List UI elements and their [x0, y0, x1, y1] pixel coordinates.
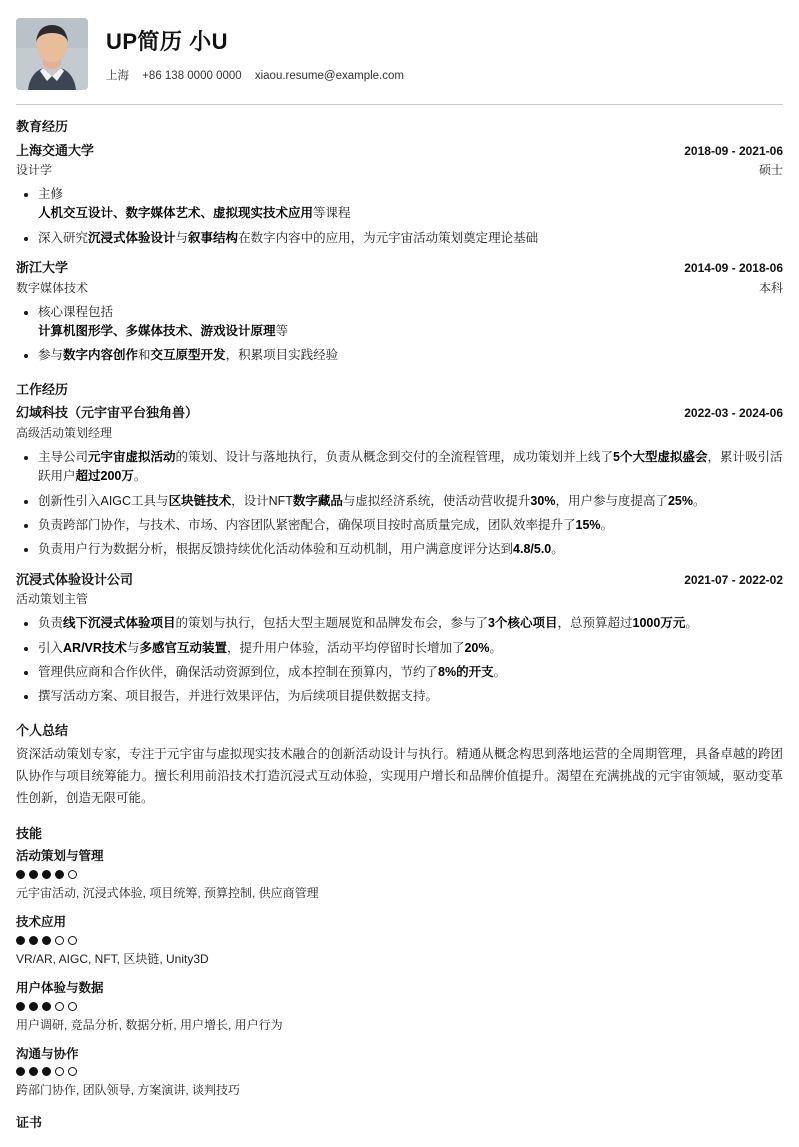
skill-name: 技术应用: [16, 915, 67, 929]
bullet-bold: 人机交互设计、数字媒体艺术、虚拟现实技术应用: [38, 206, 314, 221]
list-item: [38, 229, 783, 248]
bullet-bold-2: 交互原型开发: [150, 348, 226, 363]
skill-name: 用户体验与数据: [16, 980, 104, 995]
skill-detail: VR/AR, AIGC, NFT, 区块链, Unity3D: [16, 951, 209, 966]
entry-head: [16, 403, 783, 423]
page-title: UP简历 小U: [106, 28, 229, 54]
rating-dot-empty: [55, 1002, 64, 1011]
section-skills: [16, 824, 783, 1100]
education-date: 2018-09 - 2021-06: [684, 143, 783, 158]
work-role: 活动策划主管: [16, 592, 89, 607]
rating-dot-filled: [16, 1067, 25, 1076]
contact-email: xiaou.resume@example.com: [254, 69, 404, 82]
bullet-tail: 等: [275, 324, 289, 338]
rating-dot-filled: [16, 936, 25, 945]
bullet-prefix: 深入研究: [38, 230, 89, 245]
bullet-line-1: • 主修: [38, 187, 64, 201]
work-company: 沉浸式体验设计公司: [16, 571, 134, 587]
skill-rating: [16, 936, 783, 945]
list-item: • 负责用户行为数据分析，根据反馈持续优化活动体验和互动机制，用户满意度评分达到4.8/5.0。: [38, 540, 783, 559]
entry-subhead: [16, 424, 783, 442]
section-title-education: 教育经历: [16, 119, 69, 134]
bullet-bold-1: 数字内容创作: [63, 348, 139, 363]
bullet-line-2: [38, 204, 783, 223]
work-date: 2022-03 - 2024-06: [684, 406, 783, 421]
skill-name: 活动策划与管理: [16, 849, 104, 864]
rating-dot-filled: [29, 1067, 38, 1076]
resume-header: [16, 18, 783, 100]
education-degree: 本科: [758, 280, 783, 295]
rating-dot-filled: [42, 936, 51, 945]
rating-dot-filled: [16, 1002, 25, 1011]
education-bullets: [16, 303, 783, 366]
bullet-line-2: [38, 322, 783, 341]
rating-dot-filled: [42, 1067, 51, 1076]
list-item: [38, 303, 783, 342]
education-entry: [16, 258, 783, 366]
education-major: 数字媒体技术: [16, 280, 89, 295]
section-title-summary: 个人总结: [16, 722, 69, 738]
bullet-bold-2: 叙事结构: [188, 230, 239, 245]
section-title-certificates: 证书: [16, 1115, 43, 1131]
contact-line: [106, 68, 783, 85]
skill-name: 沟通与协作: [16, 1046, 79, 1061]
list-item: • 负责跨部门协作，与技术、市场、内容团队紧密配合，确保项目按时高质量完成，团队效率提升了15%。: [38, 516, 783, 535]
contact-phone: +86 138 0000 0000: [142, 69, 242, 82]
bullet-line-1: • 核心课程包括: [38, 304, 114, 319]
skill-detail: 元宇宙活动, 沉浸式体验, 项目统筹, 预算控制, 供应商管理: [16, 886, 319, 900]
skill-rating: [16, 1002, 783, 1011]
skill-block: [16, 847, 783, 902]
skill-rating: [16, 1067, 783, 1076]
rating-dot-filled: [55, 870, 64, 879]
rating-dot-empty: [55, 936, 64, 945]
list-item: [38, 346, 783, 365]
entry-subhead: [16, 279, 783, 297]
section-summary: [16, 721, 783, 810]
education-bullets: [16, 185, 783, 248]
summary-text: 资深活动策划专家，专注于元宇宙与虚拟现实技术融合的创新活动设计与执行。精通从概念构思到落地运营的全周期管理，具备卓越的跨团队协作与项目统筹能力。擅长利用前沿技术打造沉浸式互动体验，实现用户增长和品牌价值提升。渴望在充满挑战的元宇宙领域，驱动变革性创新，创造无限可能。: [16, 747, 783, 805]
education-org: 浙江大学: [16, 260, 69, 276]
rating-dot-filled: [29, 1002, 38, 1011]
header-divider: [16, 104, 783, 105]
skill-block: [16, 979, 783, 1034]
rating-dot-empty: [68, 870, 77, 879]
skill-block: [16, 1045, 783, 1100]
section-title-skills: 技能: [16, 825, 43, 841]
work-entry: [16, 570, 783, 707]
entry-head: [16, 141, 783, 161]
education-date: 2014-09 - 2018-06: [684, 261, 783, 276]
education-entry: [16, 141, 783, 249]
list-item: • 主导公司元宇宙虚拟活动的策划、设计与落地执行，负责从概念到交付的全流程管理，成功策划并上线了5个大型虚拟盛会，累计吸引活跃用户超过200万。: [38, 448, 783, 487]
work-company: 幻域科技（元宇宙平台独角兽）: [16, 405, 199, 421]
entry-head: [16, 570, 783, 590]
rating-dot-filled: [42, 870, 51, 879]
education-major: 设计学: [16, 163, 53, 177]
section-title-work: 工作经历: [16, 381, 69, 397]
bullet-tail: ，积累项目实践经验: [225, 348, 339, 363]
rating-dot-filled: [29, 936, 38, 945]
education-org: 上海交通大学: [16, 142, 95, 158]
work-date: 2021-07 - 2022-02: [684, 572, 783, 587]
bullet-tail: 等课程: [313, 206, 351, 221]
rating-dot-filled: [29, 870, 38, 879]
rating-dot-empty: [68, 936, 77, 945]
list-item: • 撰写活动方案、项目报告，并进行效果评估，为后续项目提供数据支持。: [38, 687, 783, 706]
rating-dot-empty: [68, 1002, 77, 1011]
list-item: • 负责线下沉浸式体验项目的策划与执行，包括大型主题展览和品牌发布会，参与了3个核心项目，总预算超过1000万元。: [38, 614, 783, 633]
bullet-bold-1: 沉浸式体验设计: [88, 230, 176, 245]
contact-location: 上海: [106, 69, 129, 82]
list-item: [38, 185, 783, 224]
rating-dot-filled: [42, 1002, 51, 1011]
skill-rating: [16, 870, 783, 879]
education-degree: 硕士: [758, 163, 783, 177]
work-role: 高级活动策划经理: [16, 425, 113, 440]
bullet-bold: 计算机图形学、多媒体技术、游戏设计原理: [38, 324, 276, 338]
bullet-mid: 和: [138, 348, 151, 363]
skill-detail: 跨部门协作, 团队领导, 方案演讲, 谈判技巧: [16, 1083, 241, 1098]
entry-subhead: [16, 161, 783, 179]
section-work: [16, 380, 783, 707]
skill-block: [16, 913, 783, 968]
list-item: • 引入AR/VR技术与多感官互动装置，提升用户体验，活动平均停留时长增加了20%。: [38, 639, 783, 658]
avatar: [16, 18, 88, 90]
skill-detail: 用户调研, 竞品分析, 数据分析, 用户增长, 用户行为: [16, 1017, 283, 1032]
section-education: [16, 117, 783, 366]
work-bullets: [16, 614, 783, 707]
list-item: • 管理供应商和合作伙伴，确保活动资源到位，成本控制在预算内，节约了8%的开支。: [38, 663, 783, 682]
work-entry: [16, 403, 783, 559]
rating-dot-empty: [55, 1067, 64, 1076]
entry-head: [16, 258, 783, 278]
list-item: • 创新性引入AIGC工具与区块链技术，设计NFT数字藏品与虚拟经济系统，使活动营收提升30%，用户参与度提高了25%。: [38, 492, 783, 511]
bullet-mid: 与: [175, 230, 189, 245]
entry-subhead: [16, 590, 783, 608]
work-bullets: [16, 448, 783, 560]
header-text: [106, 23, 783, 85]
rating-dot-empty: [68, 1067, 77, 1076]
bullet-prefix: 参与: [38, 348, 64, 363]
rating-dot-filled: [16, 870, 25, 879]
bullet-tail: 在数字内容中的应用，为元宇宙活动策划奠定理论基础: [238, 230, 539, 245]
